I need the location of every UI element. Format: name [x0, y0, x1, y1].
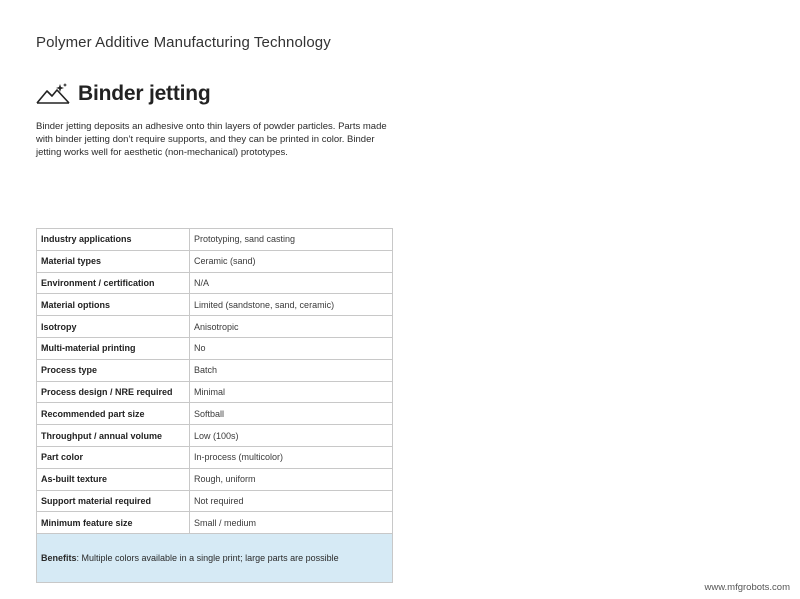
benefits-text: : Multiple colors available in a single print; large parts are possible: [76, 553, 339, 564]
table-row: [37, 381, 393, 403]
benefits-row: [37, 534, 393, 583]
table-row: [37, 229, 393, 251]
row-label: Process design / NRE required: [37, 381, 190, 403]
row-label: Minimum feature size: [37, 512, 190, 534]
table-row: [37, 359, 393, 381]
row-label: Support material required: [37, 490, 190, 512]
row-label: Multi-material printing: [37, 337, 190, 359]
table-row: [37, 294, 393, 316]
mountain-landscape-icon: [36, 82, 70, 106]
row-label: Material options: [37, 294, 190, 316]
row-label: Isotropy: [37, 316, 190, 338]
intro-paragraph: Binder jetting deposits an adhesive onto thin layers of powder particles. Parts made with binder jetting don’t require supports, and they can be printed in color. Binder jetting works well for aesthetic (non-mechanical) prototypes.: [36, 121, 387, 158]
table-row: [37, 250, 393, 272]
row-value: Low (100s): [190, 425, 393, 447]
row-label: Industry applications: [37, 229, 190, 251]
row-value: Small / medium: [190, 512, 393, 534]
benefits-label: Benefits: [41, 553, 77, 564]
row-value: Limited (sandstone, sand, ceramic): [190, 294, 393, 316]
row-label: Recommended part size: [37, 403, 190, 425]
row-value: Softball: [190, 403, 393, 425]
row-label: Throughput / annual volume: [37, 425, 190, 447]
row-value: Not required: [190, 490, 393, 512]
specification-table: [36, 228, 393, 583]
row-value: Rough, uniform: [190, 468, 393, 490]
watermark-text: www.mfgrobots.com: [704, 582, 790, 593]
row-label: Part color: [37, 446, 190, 468]
table-row: [37, 337, 393, 359]
table-row: [37, 468, 393, 490]
row-value: Minimal: [190, 381, 393, 403]
table-row: [37, 403, 393, 425]
table-row: [37, 490, 393, 512]
row-label: Environment / certification: [37, 272, 190, 294]
row-value: N/A: [190, 272, 393, 294]
section-heading: [36, 80, 211, 108]
benefits-cell: [37, 534, 393, 583]
document-header-title: Polymer Additive Manufacturing Technology: [36, 34, 331, 51]
table-row: [37, 425, 393, 447]
row-value: In-process (multicolor): [190, 446, 393, 468]
row-value: Batch: [190, 359, 393, 381]
row-label: As-built texture: [37, 468, 190, 490]
table-row: [37, 272, 393, 294]
table-row: [37, 512, 393, 534]
row-value: Prototyping, sand casting: [190, 229, 393, 251]
table-row: [37, 446, 393, 468]
row-label: Process type: [37, 359, 190, 381]
row-value: Ceramic (sand): [190, 250, 393, 272]
section-title: Binder jetting: [78, 82, 211, 105]
row-value: Anisotropic: [190, 316, 393, 338]
row-label: Material types: [37, 250, 190, 272]
table-row: [37, 316, 393, 338]
row-value: No: [190, 337, 393, 359]
